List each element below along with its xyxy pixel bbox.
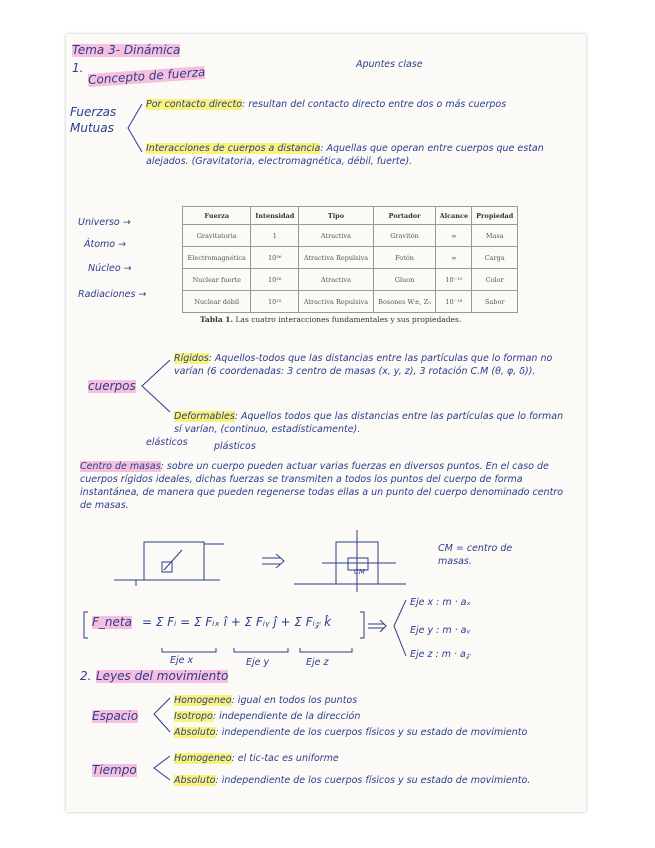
table-header-cell: Portador bbox=[373, 207, 435, 225]
espacio-item-term: Homogeneo bbox=[174, 695, 232, 706]
page-title: Tema 3- Dinámica bbox=[72, 43, 181, 57]
rigid-def: : Aquellos-todos que las distancias entre las partículas que lo forman no varían (6 coordenadas: 3 centro de masas (x, y, z), 3 rotación C.M (θ, φ, δ)). bbox=[174, 353, 553, 377]
eje-x-underbrace bbox=[162, 648, 216, 652]
tiempo-item-term: Homogeneo bbox=[174, 753, 232, 764]
table-header-cell: Tipo bbox=[299, 207, 374, 225]
table-cell: Carga bbox=[472, 247, 518, 269]
elastic-label: elásticos bbox=[146, 437, 188, 448]
table-cell: 10³⁶ bbox=[251, 247, 299, 269]
table-cell: 10⁻¹⁸ bbox=[436, 291, 472, 313]
cm-note: CM = centro de masas. bbox=[438, 543, 513, 567]
tiempo-item-def: : el tic-tac es uniforme bbox=[231, 753, 339, 764]
section-1-title: Concepto de fuerza bbox=[87, 64, 206, 88]
table-cell: ∞ bbox=[436, 225, 472, 247]
eje-y-result: Eje y : m · aᵧ bbox=[410, 625, 471, 636]
mutuas-label: Mutuas bbox=[70, 121, 114, 135]
notes-page bbox=[66, 34, 586, 812]
section-2-title: Leyes del movimiento bbox=[96, 669, 229, 683]
table-cell: Fotón bbox=[373, 247, 435, 269]
equation-left-bracket bbox=[84, 612, 88, 638]
table-cell: Bosones W±, Z₀ bbox=[373, 291, 435, 313]
deform-def: : Aquellos todos que las distancias entre las partículas que lo forman sí varían, (continuo, estadísticamente). bbox=[174, 411, 564, 435]
equation-implies bbox=[368, 620, 386, 632]
cuerpos-brace bbox=[142, 360, 170, 412]
section-1-number: 1. bbox=[72, 61, 84, 75]
table-cell: 10²⁵ bbox=[251, 291, 299, 313]
side-label-universo: Universo → bbox=[78, 217, 131, 228]
table-cell: Nuclear fuerte bbox=[183, 269, 251, 291]
table-header-cell: Fuerza bbox=[183, 207, 251, 225]
table-cell: Gluon bbox=[373, 269, 435, 291]
table-cell: Gravitatoria bbox=[183, 225, 251, 247]
left-body-box bbox=[144, 542, 204, 580]
table-cell: Electromagnética bbox=[183, 247, 251, 269]
tiempo-label: Tiempo bbox=[92, 763, 137, 777]
cm-box bbox=[348, 558, 368, 570]
handwritten-drawings bbox=[66, 34, 586, 812]
espacio-item-def: : igual en todos los puntos bbox=[231, 695, 358, 706]
page-subtitle: Apuntes clase bbox=[356, 59, 423, 70]
table-cell: Atractiva Repulsiva bbox=[299, 247, 374, 269]
eje-z-result: Eje z : m · a𝓏 bbox=[410, 649, 471, 660]
cuerpos-label: cuerpos bbox=[88, 379, 136, 393]
table-cell: Atractiva Repulsiva bbox=[299, 291, 374, 313]
contact-term: Por contacto directo bbox=[146, 99, 243, 110]
plastic-label: plásticos bbox=[214, 441, 256, 452]
espacio-brace bbox=[154, 698, 170, 732]
table-cell: 10³⁸ bbox=[251, 269, 299, 291]
table-caption-label: Tabla 1. bbox=[200, 315, 234, 324]
eje-z-underbrace bbox=[300, 648, 352, 652]
table-caption-text: Las cuatro interacciones fundamentales y sus propiedades. bbox=[235, 315, 462, 324]
table-cell: ∞ bbox=[436, 247, 472, 269]
implies-arrow bbox=[262, 554, 284, 568]
espacio-item-term: Absoluto bbox=[174, 727, 216, 738]
table-cell: Color bbox=[472, 269, 518, 291]
section-2-number: 2. bbox=[80, 669, 92, 683]
table-cell: Atractiva bbox=[299, 225, 374, 247]
table-cell: Atractiva bbox=[299, 269, 374, 291]
left-diag-arrow bbox=[164, 550, 182, 570]
side-label-radiaciones: Radiaciones → bbox=[78, 289, 147, 300]
tiempo-brace bbox=[154, 756, 170, 780]
side-label-nucleo: Núcleo → bbox=[88, 263, 132, 274]
deform-term: Deformables bbox=[174, 411, 235, 422]
eje-y-underbrace bbox=[234, 648, 288, 652]
contact-def: : resultan del contacto directo entre dos o más cuerpos bbox=[242, 99, 507, 110]
espacio-label: Espacio bbox=[92, 709, 139, 723]
espacio-item-def: : independiente de la dirección bbox=[212, 711, 361, 722]
eje-x-label: Eje x bbox=[170, 655, 194, 666]
equation-right-bracket bbox=[360, 612, 364, 638]
side-label-atomo: Átomo → bbox=[84, 239, 127, 250]
cm-text: : sobre un cuerpo pueden actuar varias fuerzas en diversos puntos. En el caso de cuerpos rígidos ideales, dichas fuerzas se transmiten a todos los puntos del cuerpo de forma instantánea, de manera que pueden regenerse todas ellas a un punto del cuerpo denominado centro de masas. bbox=[80, 461, 564, 511]
equation-lhs: F_neta bbox=[92, 615, 132, 629]
distance-term: Interacciones de cuerpos a distancia bbox=[146, 143, 321, 154]
table-cell: Nuclear débil bbox=[183, 291, 251, 313]
eje-x-result: Eje x : m · aₓ bbox=[410, 597, 471, 608]
tiempo-item-term: Absoluto bbox=[174, 775, 216, 786]
equation-result-brace bbox=[394, 600, 406, 656]
table-header-cell: Propiedad bbox=[472, 207, 518, 225]
table-cell: Gravitón bbox=[373, 225, 435, 247]
table-header-cell: Alcance bbox=[436, 207, 472, 225]
fuerzas-label: Fuerzas bbox=[70, 105, 117, 119]
cm-term: Centro de masas bbox=[80, 461, 161, 472]
table-cell: Masa bbox=[472, 225, 518, 247]
rigid-term: Rígidos bbox=[174, 353, 209, 364]
equation-main: = Σ Fᵢ = Σ Fᵢₓ î + Σ Fᵢᵧ ĵ + Σ Fᵢ𝓏 k̂ bbox=[142, 615, 332, 629]
table-cell: Sabor bbox=[472, 291, 518, 313]
espacio-item-term: Isotropo bbox=[174, 711, 213, 722]
fuerzas-brace bbox=[128, 104, 142, 152]
table-header-cell: Intensidad bbox=[251, 207, 299, 225]
table-cell: 1 bbox=[251, 225, 299, 247]
eje-y-label: Eje y bbox=[246, 657, 270, 668]
eje-z-label: Eje z bbox=[306, 657, 329, 668]
espacio-item-def: : independiente de los cuerpos físicos y su estado de movimiento bbox=[215, 727, 528, 738]
tiempo-item-def: : independiente de los cuerpos físicos y su estado de movimiento. bbox=[215, 775, 531, 786]
table-cell: 10⁻¹⁵ bbox=[436, 269, 472, 291]
distance-def: : Aquellas que operan entre cuerpos que estan alejados. (Gravitatoria, electromagnética, débil, fuerte). bbox=[146, 143, 544, 167]
cm-box-label: CM bbox=[354, 568, 365, 576]
